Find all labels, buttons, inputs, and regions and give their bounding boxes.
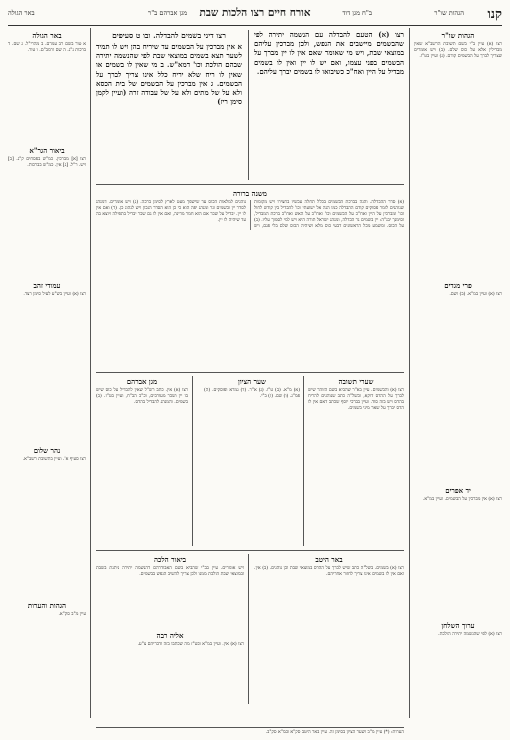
shaarei-tziyun-text: (א) מ"א. (ב) ט"ז. (ג) א"ר. (ד) גמרא ופוסקים. (ה) פמ"ג. (ו) שם. (ז) ב"י.: [204, 388, 300, 400]
left-margin-text-3: רצו (א) ועיין בש"ע לעיל סימן רצד.: [23, 292, 86, 297]
mishna-berura-rule: [96, 372, 404, 373]
main-text-block: רצו (א) הטעם להבדלה עם הנשמה יתירה לפי שהבשמים מיישבים את הנפש, ולכן מברכין עליהם במוצאי שבת, ויש מי שאומר שאם אין לו יין מברך על הבשמים בפני עצמו, ואם יש לו יין ואין לו בשמים מבדיל על היין ואח"כ כשיבואו לו בשמים יברך עליהם.: [254, 30, 404, 76]
left-margin-commentary-5: [8, 600, 86, 715]
shaarei-teshuva: [308, 376, 404, 546]
magen-avraham-text: רצו (א) אין. כתב רש"ל שאין להבדיל על כוס שיש בו יין ושכר מעורבים, וכ"כ הב"ח, ועיין בט"ז. (ב) בשמים. והמנהג להבדיל בהדס.: [96, 388, 188, 406]
right-commentary-header: ב"ח מגן דוד: [342, 9, 372, 17]
middle-divider-1: [303, 376, 304, 546]
left-margin-commentary-3: [8, 280, 86, 440]
right-margin-title-1: הגהות שו"ר: [441, 31, 475, 40]
left-commentary-header: מגן אברהם ב"ר: [148, 9, 188, 17]
right-margin-title-4: ערוך השלחן: [441, 621, 475, 630]
eliyahu-rabba-title: אליה רבה: [156, 631, 184, 640]
eliyahu-rabba-text: רצו (א) אין. ועיין במ"א ובט"ז מה שכתבו בזה ודבריהם צ"ע.: [137, 642, 244, 647]
shaarei-tziyun: [204, 376, 300, 546]
left-margin-commentary-1: [8, 30, 86, 140]
right-margin-title-3: יד אפרים: [445, 486, 471, 495]
left-margin-text-4: רצו סעיף א'. ועיין בתשובת רשב"א.: [22, 457, 86, 462]
eliyahu-rabba: [96, 630, 244, 704]
left-margin-title-2: ביאור הגר"א: [29, 146, 65, 155]
middle-bottom-rule: [96, 550, 404, 551]
mishna-berura-text: (א) סדר ההבדלה. והנה בברכת הבשמים בכלל תחלה עכשיו בחצירו ויש מקומות שנוהגים לומר פסוקים קודם ההבדלה כמו הנה אל ישועתי וכו' להבדיל בין קודש לחול וכו' ומברכין על היין ואח"כ על הבשמים וכו' ואח"כ על האש ואח"כ ברכת המבדיל, וסימנך יבנ"ה: יין בשמים נר הבדלה, ומנהג ישראל תורה היא ויש למי לסמוך עליו. (ב) על הכוס. ומשמע מכל הראשונים דבעי כוס מלא ושיהיה הכוס שלם בלי פגם, ויש נוהגים למלאות הכוס עד שישפך מעט לארץ לסימן ברכה. (ג) ויש אומרים. דמנהג לסדר יין ובשמים ונר ומנהג יפה הוא כי כן הוא הסדר הנכון ויש לנהוג כן. (ד) ואם אין לו יין. יבדיל על שכר אם הוא חמר מדינה, ואם אין לו גם שכר יבדיל בתפילה ויוצא בה עד שיהיה לו יין.: [96, 200, 404, 230]
main-seif-text: א אין מברכין על הבשמים עד שיריח בהן ויש לו תמיד לשער תצא בשמים במוצאי שבת לפי שהנשמה יתירה שבהם הולכת וכו' דמא"ש. ב מי שאין לו בשמים או שאין לו ריח שלא יריח כלל אינו צריך לברך על הבשמים. ג אין מברכין על הבשמים של בית הכסא ולא על של מתים ולא על של עבודה זרה (ועיין לקמן סימן ריז): [96, 42, 242, 107]
right-margin-text-3: רצו (א) אין מברכין על הבשמים. ועיין במ"א.: [422, 497, 502, 502]
header-rule: [8, 25, 502, 26]
margin-left-header: באר הגולה: [8, 9, 35, 17]
magen-avraham-title: מגן אברהם: [126, 377, 158, 386]
siman-heading: רצו דיני בשמים להבדלה. ובו ט סעיפים: [112, 31, 226, 40]
main-center-divider: [248, 30, 249, 180]
main-text-right: [254, 30, 404, 180]
right-margin-text-4: רצו (א) לפי שהנשמה יתירה הולכת.: [438, 632, 502, 637]
left-margin-commentary-2: [8, 145, 86, 275]
page-header: [8, 6, 502, 24]
right-margin-title-2: פרי מגדים: [444, 281, 472, 290]
shaarei-teshuva-title: שערי תשובה: [338, 377, 374, 386]
left-margin-text-5: עיין מ"ב סק"א.: [58, 612, 86, 617]
left-margin-commentary-4: [8, 445, 86, 595]
right-column-divider: [409, 28, 410, 718]
right-margin-commentary-4: [414, 620, 502, 715]
right-margin-text-2: רצו (א) ועיין במ"א. (ב) ושם.: [449, 292, 502, 297]
main-text-left: [96, 30, 242, 180]
right-margin-text-1: רצו (א) עיין ב"י בשם תשובת הרשב"א שאין מבדילין אלא על כוס שלם. (ב) ויש אומרים שצריך לברך על הבשמים קודם. (ג) ועיין בט"ז.: [414, 42, 502, 60]
left-margin-text-2: רצו [א] מברכין. כמ"ש בפסחים ק"ג. [ב] ויש. ר"ל. [ג] אין. כמ"ש בברכות.: [8, 157, 86, 169]
main-bottom-rule: [96, 184, 404, 185]
margin-right-header: הגהות שו"ר: [434, 9, 464, 17]
right-margin-commentary-3: [414, 485, 502, 615]
bottom-divider: [248, 554, 249, 704]
biur-halacha-text: ויש אומרים. עיין בב"י שהביא בשם האבודרהם דהנשמה יתירה ניתנת בשבת ובמוצאי שבת הולכת ממנו ולכן צריך להשיב הנפש בבשמים.: [96, 566, 244, 578]
left-column-divider: [90, 28, 91, 718]
beer-heitev: [254, 554, 404, 704]
left-margin-title-3: עמודי זהב: [33, 281, 61, 290]
beer-heitev-text: רצו (א) בשמים. בשל"ה כתב שיש לברך על ההדס במוצאי שבת וכן נוהגים. (ב) אין. ואם אין לו בשמים אינו צריך לחזור אחריהם.: [254, 566, 404, 578]
middle-divider-2: [192, 376, 193, 546]
beer-heitev-title: באר היטב: [315, 555, 343, 564]
page-number: קנו: [487, 7, 502, 22]
left-margin-title-5: הגהות והערות: [27, 601, 67, 610]
shaarei-tziyun-title: שער הציון: [238, 377, 266, 386]
left-margin-title-4: נהר שלום: [33, 446, 61, 455]
mishna-berura-title: משנה ברורה: [233, 189, 267, 198]
magen-avraham: [96, 376, 188, 546]
left-margin-text-1: א טור בשם רב עמרם. ב מהרי"ל. ג שם. ד ברכות נ"ג. ה שם ורמב"ם. ו טור.: [8, 42, 86, 54]
right-margin-commentary-2: [414, 280, 502, 480]
page-title: אורח חיים רצו הלכות שבת: [199, 7, 311, 19]
right-margin-commentary-1: [414, 30, 502, 275]
page-footnote: הערות: (*) עיין מ"ב ושער הציון בסימן זה. עיין באר היטב סק"א ובמ"א סק"ב.: [96, 727, 404, 736]
mishna-berura: [96, 188, 404, 368]
shaarei-teshuva-text: רצו (א) והבשמים. עיין בא"ר שהביא בשם הזוהר שיש לברך על ההדס דוקא, ובשל"ה כתב שנוהגים להריח בהדס ויש בזה סוד. ועיין בברכי יוסף שכתב דאם אין לו הדס יברך על שאר מיני בשמים.: [308, 388, 404, 412]
biur-halacha-title: ביאור הלכה: [153, 555, 187, 564]
left-margin-title-1: באר הגולה: [32, 31, 62, 40]
biur-halacha: [96, 554, 244, 626]
